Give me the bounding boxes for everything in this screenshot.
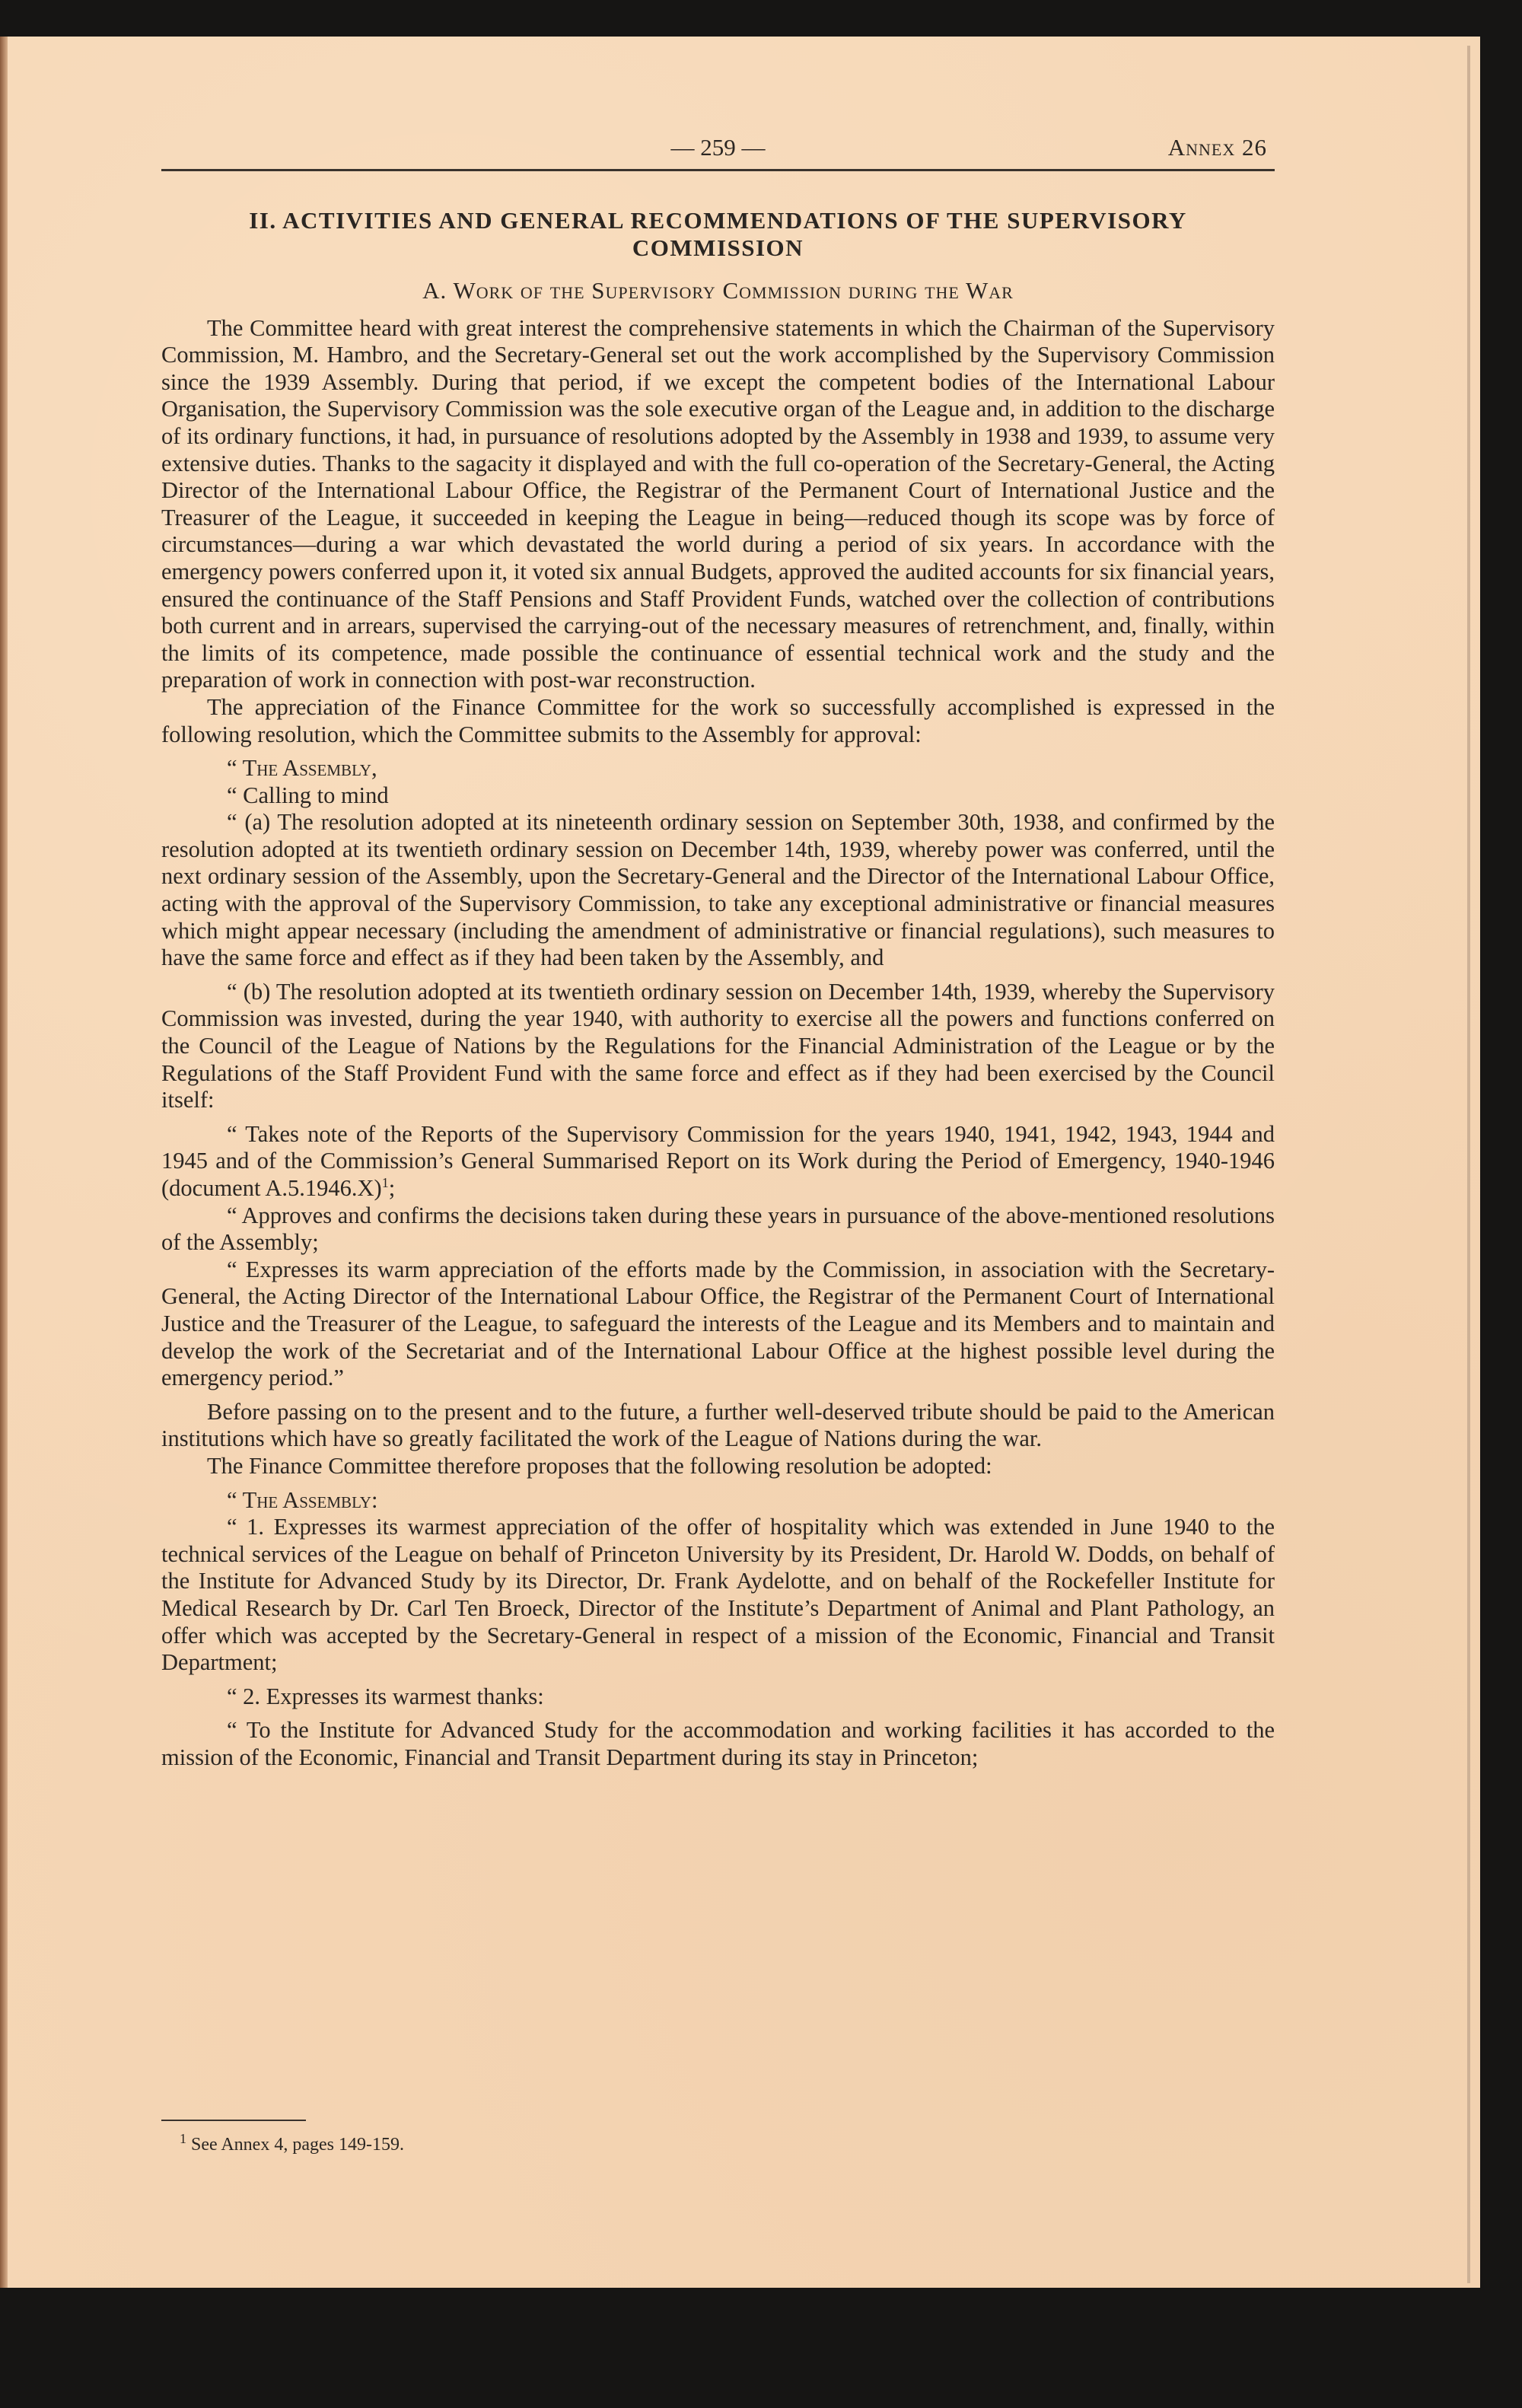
resolution-heading: “ The Assembly, [227,755,377,782]
resolution-clause: “ (b) The resolution adopted at its twentieth ordinary session on December 14th, 1939, whereby the Supervisory Commission was invested, during the year 1940, with authority to exercise all the powers and functions conferred on the Council of the League of Nations by the Regulations for the Financial Administration of the League or by the Regulations of the Staff Provident Fund with the same force and effect as if they had been exercised by the Council itself: [161,978,1275,1113]
page-edge [1467,46,1470,2283]
resolution-clause: “ 2. Expresses its warmest thanks: [227,1683,544,1709]
resolution-clause [161,1121,1275,1202]
annex-label: Annex 26 [1167,134,1267,161]
paragraph: The Finance Committee therefore proposes that the following resolution be adopted: [207,1452,992,1479]
clause-end: ; [388,1175,396,1201]
running-header [161,129,1275,171]
resolution-heading: “ The Assembly: [227,1486,378,1513]
paragraph: Before passing on to the present and to the future, a further well-deserved tribute should be paid to the American institutions which have so greatly facilitated the work of the League of Nations during the war. [161,1398,1275,1452]
section-title: II. ACTIVITIES AND GENERAL RECOMMENDATIONS OF THE SUPERVISORY COMMISSION [249,207,1187,261]
footnote-ref: 1 [381,1174,389,1190]
page-body [161,207,1275,1771]
footnote-marker: 1 [180,2131,186,2146]
paragraph: The Committee heard with great interest the comprehensive statements in which the Chairman of the Supervisory Commission, M. Hambro, and the Secretary-General set out the work accomplished by the Supervisory Commission since the 1939 Assembly. During that period, if we except the competent bodies of the International Labour Organisation, the Supervisory Commission was the sole executive organ of the League and, in addition to the discharge of its ordinary functions, it had, in pursuance of resolutions adopted by the Assembly in 1938 and 1939, to assume very extensive duties. Thanks to the sagacity it displayed and with the full co-operation of the Secretary-General, the Acting Director of the International Labour Office, the Registrar of the Permanent Court of International Justice and the Treasurer of the League, it succeeded in keeping the League in being—reduced though its scope was by force of circumstances—during a war which devastated the world during a period of six years. In accordance with the emergency powers conferred upon it, it voted six annual Budgets, approved the audited accounts for six financial years, ensured the continuance of the Staff Pensions and Staff Provident Funds, watched over the collection of contributions both current and in arrears, supervised the carrying-out of the necessary measures of retrenchment, and, finally, within the limits of its competence, made possible the continuance of essential technical work and the study and the preparation of work in connection with post-war reconstruction. [161,314,1275,693]
page-number: — 259 — [670,134,766,161]
resolution-clause: “ Calling to mind [227,782,389,808]
footnote-text: See Annex 4, pages 149-159. [191,2135,404,2155]
paragraph: The appreciation of the Finance Committee for the work so successfully accomplished is expressed in the following resolution, which the Committee submits to the Assembly for approval: [161,693,1275,747]
resolution-clause: “ Approves and confirms the decisions taken during these years in pursuance of the above-mentioned resolutions of the Assembly; [161,1202,1275,1256]
binding-edge [0,37,8,2288]
clause-text: “ Takes note of the Reports of the Supervisory Commission for the years 1940, 1941, 1942, 1943, 1944 and 1945 and of the Commission’s General Summarised Report on its Work during the Period of Emergency, 1940-1946 (document A.5.1946.X) [161,1120,1275,1201]
resolution-clause: “ To the Institute for Advanced Study for the accommodation and working facilities it has accorded to the mission of the Economic, Financial and Transit Department during its stay in Princeton; [161,1717,1275,1770]
resolution-clause: “ (a) The resolution adopted at its nineteenth ordinary session on September 30th, 1938, and confirmed by the resolution adopted at its twentieth ordinary session on December 14th, 1939, whereby power was conferred, until the next ordinary session of the Assembly, upon the Secretary-General and the Director of the International Labour Office, acting with the approval of the Supervisory Commission, to take any exceptional administrative or financial measures which might appear necessary (including the amendment of administrative or financial regulations), such measures to have the same force and effect as if they had been taken by the Assembly, and [161,809,1275,971]
footnote [180,2131,404,2155]
footnote-divider [161,2120,306,2121]
resolution-clause: “ 1. Expresses its warmest appreciation of the offer of hospitality which was extended in June 1940 to the technical services of the League on behalf of Princeton University by its President, Dr. Harold W. Dodds, on behalf of the Institute for Advanced Study by its Director, Dr. Frank Aydelotte, and on behalf of the Rockefeller Institute for Medical Research by Dr. Carl Ten Broeck, Director of the Institute’s Department of Animal and Plant Pathology, an offer which was accepted by the Secretary-General in respect of a mission of the Economic, Financial and Transit Department; [161,1514,1275,1676]
resolution-clause: “ Expresses its warm appreciation of the efforts made by the Commission, in association with the Secretary-General, the Acting Director of the International Labour Office, the Registrar of the Permanent Court of International Justice and the Treasurer of the League, to safeguard the interests of the League and its Members and to maintain and develop the work of the Secretariat and of the International Labour Office at the highest possible level during the emergency period.” [161,1256,1275,1391]
section-subtitle: A. Work of the Supervisory Commission during the War [422,277,1014,304]
